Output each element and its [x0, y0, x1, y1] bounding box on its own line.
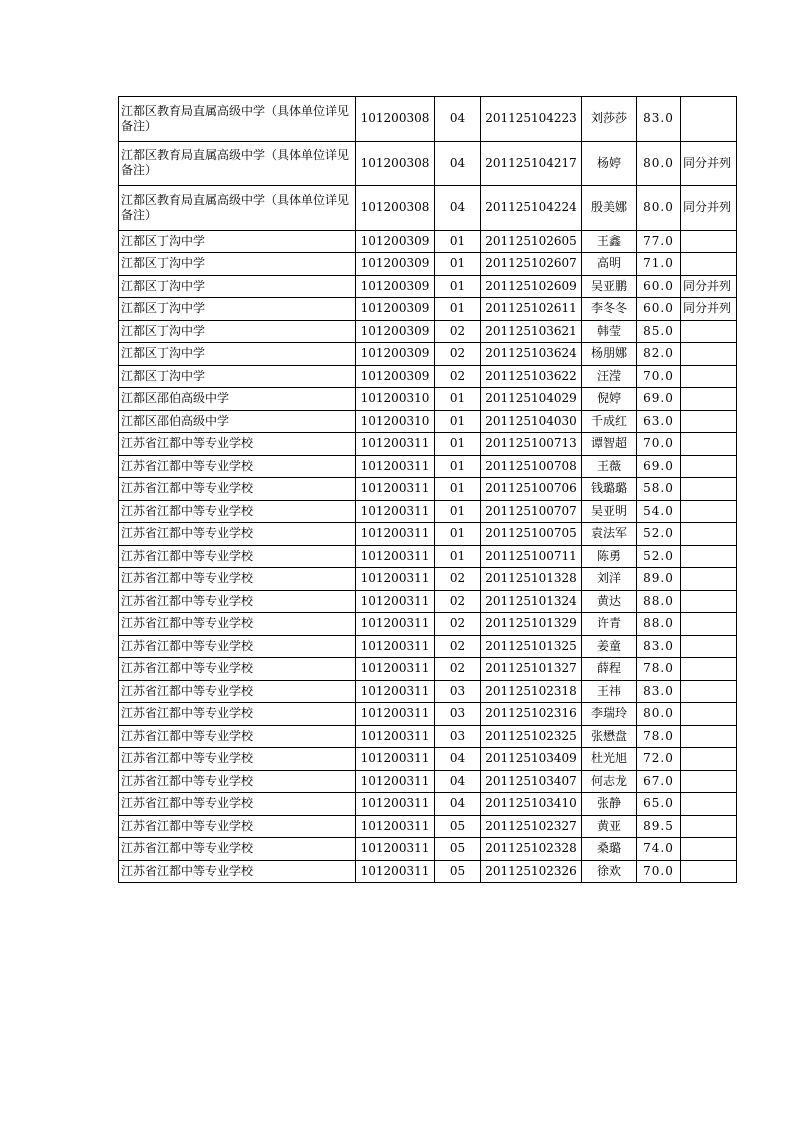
table-row [119, 275, 737, 298]
score-cell: 83.0 [637, 680, 681, 703]
position-code-cell: 101200311 [356, 478, 435, 501]
score-cell: 80.0 [637, 141, 681, 186]
unit-name-cell: 江都区邵伯高级中学 [119, 388, 356, 411]
position-code-cell: 101200311 [356, 523, 435, 546]
candidate-name-cell: 姜童 [582, 635, 637, 658]
candidate-name-cell: 汪滢 [582, 365, 637, 388]
table-row [119, 388, 737, 411]
score-cell: 60.0 [637, 298, 681, 321]
remark-cell [681, 748, 737, 771]
position-number-cell: 01 [435, 388, 481, 411]
admission-ticket-cell: 201125101325 [481, 635, 582, 658]
table-row [119, 590, 737, 613]
candidate-name-cell: 钱璐璐 [582, 478, 637, 501]
table-row [119, 793, 737, 816]
table-row [119, 410, 737, 433]
position-number-cell: 02 [435, 590, 481, 613]
score-cell: 54.0 [637, 500, 681, 523]
admission-ticket-cell: 201125104223 [481, 97, 582, 142]
admission-ticket-cell: 201125102609 [481, 275, 582, 298]
results-table [118, 96, 737, 883]
remark-cell [681, 478, 737, 501]
remark-cell: 同分并列 [681, 275, 737, 298]
admission-ticket-cell: 201125100707 [481, 500, 582, 523]
table-row [119, 658, 737, 681]
candidate-name-cell: 韩莹 [582, 320, 637, 343]
score-cell: 74.0 [637, 838, 681, 861]
candidate-name-cell: 刘莎莎 [582, 97, 637, 142]
position-code-cell: 101200310 [356, 388, 435, 411]
table-row [119, 343, 737, 366]
results-table-body [119, 97, 737, 883]
table-row [119, 635, 737, 658]
position-code-cell: 101200309 [356, 365, 435, 388]
score-cell: 72.0 [637, 748, 681, 771]
table-row [119, 860, 737, 883]
candidate-name-cell: 杜光旭 [582, 748, 637, 771]
score-cell: 71.0 [637, 253, 681, 276]
remark-cell [681, 635, 737, 658]
admission-ticket-cell: 201125102318 [481, 680, 582, 703]
position-code-cell: 101200311 [356, 838, 435, 861]
unit-name-cell: 江都区教育局直属高级中学（具体单位详见备注） [119, 97, 356, 142]
position-code-cell: 101200311 [356, 793, 435, 816]
position-number-cell: 05 [435, 815, 481, 838]
position-code-cell: 101200311 [356, 613, 435, 636]
position-code-cell: 101200309 [356, 253, 435, 276]
admission-ticket-cell: 201125100705 [481, 523, 582, 546]
score-cell: 58.0 [637, 478, 681, 501]
admission-ticket-cell: 201125100711 [481, 545, 582, 568]
table-row [119, 703, 737, 726]
position-code-cell: 101200311 [356, 703, 435, 726]
candidate-name-cell: 吴亚鹏 [582, 275, 637, 298]
position-number-cell: 01 [435, 230, 481, 253]
score-cell: 88.0 [637, 590, 681, 613]
remark-cell [681, 410, 737, 433]
unit-name-cell: 江都区丁沟中学 [119, 320, 356, 343]
candidate-name-cell: 谭智超 [582, 433, 637, 456]
position-code-cell: 101200311 [356, 748, 435, 771]
position-code-cell: 101200309 [356, 320, 435, 343]
position-number-cell: 01 [435, 545, 481, 568]
admission-ticket-cell: 201125103621 [481, 320, 582, 343]
score-cell: 69.0 [637, 388, 681, 411]
admission-ticket-cell: 201125102316 [481, 703, 582, 726]
candidate-name-cell: 杨朋娜 [582, 343, 637, 366]
position-code-cell: 101200309 [356, 275, 435, 298]
remark-cell [681, 230, 737, 253]
table-row [119, 455, 737, 478]
unit-name-cell: 江苏省江都中等专业学校 [119, 860, 356, 883]
score-cell: 88.0 [637, 613, 681, 636]
admission-ticket-cell: 201125101328 [481, 568, 582, 591]
admission-ticket-cell: 201125104224 [481, 186, 582, 231]
score-cell: 52.0 [637, 523, 681, 546]
candidate-name-cell: 千成红 [582, 410, 637, 433]
remark-cell [681, 703, 737, 726]
position-code-cell: 101200311 [356, 433, 435, 456]
unit-name-cell: 江都区丁沟中学 [119, 298, 356, 321]
unit-name-cell: 江苏省江都中等专业学校 [119, 838, 356, 861]
unit-name-cell: 江都区丁沟中学 [119, 343, 356, 366]
table-row [119, 545, 737, 568]
position-code-cell: 101200311 [356, 815, 435, 838]
admission-ticket-cell: 201125101329 [481, 613, 582, 636]
position-number-cell: 01 [435, 253, 481, 276]
position-code-cell: 101200308 [356, 141, 435, 186]
score-cell: 85.0 [637, 320, 681, 343]
position-code-cell: 101200311 [356, 658, 435, 681]
candidate-name-cell: 王薇 [582, 455, 637, 478]
table-row [119, 298, 737, 321]
position-number-cell: 02 [435, 343, 481, 366]
position-code-cell: 101200311 [356, 568, 435, 591]
unit-name-cell: 江苏省江都中等专业学校 [119, 478, 356, 501]
admission-ticket-cell: 201125102328 [481, 838, 582, 861]
position-number-cell: 01 [435, 523, 481, 546]
position-number-cell: 02 [435, 658, 481, 681]
score-cell: 52.0 [637, 545, 681, 568]
score-cell: 83.0 [637, 97, 681, 142]
unit-name-cell: 江苏省江都中等专业学校 [119, 545, 356, 568]
admission-ticket-cell: 201125101324 [481, 590, 582, 613]
table-row [119, 141, 737, 186]
candidate-name-cell: 黄亚 [582, 815, 637, 838]
unit-name-cell: 江苏省江都中等专业学校 [119, 635, 356, 658]
candidate-name-cell: 刘洋 [582, 568, 637, 591]
score-cell: 78.0 [637, 725, 681, 748]
score-cell: 89.5 [637, 815, 681, 838]
remark-cell [681, 658, 737, 681]
position-number-cell: 02 [435, 568, 481, 591]
table-row [119, 320, 737, 343]
candidate-name-cell: 李瑞玲 [582, 703, 637, 726]
position-number-cell: 02 [435, 320, 481, 343]
candidate-name-cell: 薛程 [582, 658, 637, 681]
position-code-cell: 101200309 [356, 298, 435, 321]
unit-name-cell: 江都区丁沟中学 [119, 253, 356, 276]
unit-name-cell: 江苏省江都中等专业学校 [119, 590, 356, 613]
admission-ticket-cell: 201125102611 [481, 298, 582, 321]
admission-ticket-cell: 201125104217 [481, 141, 582, 186]
admission-ticket-cell: 201125102607 [481, 253, 582, 276]
score-cell: 70.0 [637, 433, 681, 456]
candidate-name-cell: 桑璐 [582, 838, 637, 861]
position-code-cell: 101200309 [356, 343, 435, 366]
position-number-cell: 01 [435, 298, 481, 321]
unit-name-cell: 江苏省江都中等专业学校 [119, 500, 356, 523]
position-code-cell: 101200311 [356, 680, 435, 703]
admission-ticket-cell: 201125100713 [481, 433, 582, 456]
remark-cell [681, 680, 737, 703]
position-number-cell: 04 [435, 97, 481, 142]
admission-ticket-cell: 201125103622 [481, 365, 582, 388]
unit-name-cell: 江都区教育局直属高级中学（具体单位详见备注） [119, 186, 356, 231]
score-cell: 70.0 [637, 365, 681, 388]
candidate-name-cell: 张静 [582, 793, 637, 816]
position-number-cell: 01 [435, 275, 481, 298]
unit-name-cell: 江苏省江都中等专业学校 [119, 793, 356, 816]
table-row [119, 365, 737, 388]
remark-cell [681, 793, 737, 816]
remark-cell [681, 838, 737, 861]
admission-ticket-cell: 201125104029 [481, 388, 582, 411]
candidate-name-cell: 许青 [582, 613, 637, 636]
unit-name-cell: 江苏省江都中等专业学校 [119, 613, 356, 636]
unit-name-cell: 江都区教育局直属高级中学（具体单位详见备注） [119, 141, 356, 186]
position-number-cell: 03 [435, 703, 481, 726]
table-row [119, 770, 737, 793]
table-row [119, 253, 737, 276]
remark-cell [681, 725, 737, 748]
candidate-name-cell: 袁法军 [582, 523, 637, 546]
remark-cell [681, 770, 737, 793]
unit-name-cell: 江都区丁沟中学 [119, 275, 356, 298]
position-number-cell: 04 [435, 770, 481, 793]
table-row [119, 815, 737, 838]
score-cell: 69.0 [637, 455, 681, 478]
candidate-name-cell: 高明 [582, 253, 637, 276]
candidate-name-cell: 倪婷 [582, 388, 637, 411]
table-row [119, 568, 737, 591]
position-code-cell: 101200308 [356, 186, 435, 231]
unit-name-cell: 江苏省江都中等专业学校 [119, 523, 356, 546]
admission-ticket-cell: 201125102327 [481, 815, 582, 838]
remark-cell [681, 500, 737, 523]
position-code-cell: 101200311 [356, 770, 435, 793]
table-row [119, 433, 737, 456]
remark-cell [681, 97, 737, 142]
candidate-name-cell: 李冬冬 [582, 298, 637, 321]
position-code-cell: 101200311 [356, 455, 435, 478]
candidate-name-cell: 陈勇 [582, 545, 637, 568]
unit-name-cell: 江都区丁沟中学 [119, 365, 356, 388]
position-number-cell: 05 [435, 860, 481, 883]
table-row [119, 97, 737, 142]
unit-name-cell: 江苏省江都中等专业学校 [119, 703, 356, 726]
position-number-cell: 01 [435, 500, 481, 523]
candidate-name-cell: 何志龙 [582, 770, 637, 793]
table-row [119, 230, 737, 253]
remark-cell [681, 568, 737, 591]
remark-cell: 同分并列 [681, 298, 737, 321]
admission-ticket-cell: 201125102605 [481, 230, 582, 253]
remark-cell [681, 590, 737, 613]
admission-ticket-cell: 201125100706 [481, 478, 582, 501]
remark-cell [681, 523, 737, 546]
position-number-cell: 01 [435, 455, 481, 478]
position-code-cell: 101200311 [356, 860, 435, 883]
score-cell: 83.0 [637, 635, 681, 658]
position-code-cell: 101200311 [356, 635, 435, 658]
score-cell: 89.0 [637, 568, 681, 591]
remark-cell [681, 613, 737, 636]
remark-cell [681, 343, 737, 366]
unit-name-cell: 江苏省江都中等专业学校 [119, 748, 356, 771]
score-cell: 82.0 [637, 343, 681, 366]
table-row [119, 500, 737, 523]
admission-ticket-cell: 201125100708 [481, 455, 582, 478]
position-number-cell: 04 [435, 793, 481, 816]
remark-cell: 同分并列 [681, 141, 737, 186]
admission-ticket-cell: 201125103407 [481, 770, 582, 793]
admission-ticket-cell: 201125103410 [481, 793, 582, 816]
table-row [119, 186, 737, 231]
admission-ticket-cell: 201125103624 [481, 343, 582, 366]
position-code-cell: 101200308 [356, 97, 435, 142]
candidate-name-cell: 张懋盘 [582, 725, 637, 748]
position-number-cell: 04 [435, 748, 481, 771]
remark-cell: 同分并列 [681, 186, 737, 231]
unit-name-cell: 江苏省江都中等专业学校 [119, 568, 356, 591]
remark-cell [681, 365, 737, 388]
admission-ticket-cell: 201125101327 [481, 658, 582, 681]
remark-cell [681, 860, 737, 883]
remark-cell [681, 815, 737, 838]
position-number-cell: 01 [435, 410, 481, 433]
admission-ticket-cell: 201125104030 [481, 410, 582, 433]
admission-ticket-cell: 201125103409 [481, 748, 582, 771]
position-number-cell: 04 [435, 141, 481, 186]
table-row [119, 613, 737, 636]
score-cell: 78.0 [637, 658, 681, 681]
position-number-cell: 02 [435, 635, 481, 658]
candidate-name-cell: 王鑫 [582, 230, 637, 253]
position-code-cell: 101200311 [356, 545, 435, 568]
position-number-cell: 03 [435, 680, 481, 703]
unit-name-cell: 江都区邵伯高级中学 [119, 410, 356, 433]
candidate-name-cell: 吴亚明 [582, 500, 637, 523]
position-number-cell: 02 [435, 365, 481, 388]
table-row [119, 680, 737, 703]
position-code-cell: 101200311 [356, 590, 435, 613]
unit-name-cell: 江苏省江都中等专业学校 [119, 770, 356, 793]
table-row [119, 478, 737, 501]
remark-cell [681, 455, 737, 478]
remark-cell [681, 320, 737, 343]
unit-name-cell: 江苏省江都中等专业学校 [119, 725, 356, 748]
candidate-name-cell: 徐欢 [582, 860, 637, 883]
unit-name-cell: 江苏省江都中等专业学校 [119, 433, 356, 456]
admission-ticket-cell: 201125102326 [481, 860, 582, 883]
position-number-cell: 03 [435, 725, 481, 748]
remark-cell [681, 545, 737, 568]
position-number-cell: 05 [435, 838, 481, 861]
position-code-cell: 101200311 [356, 500, 435, 523]
score-cell: 70.0 [637, 860, 681, 883]
position-code-cell: 101200309 [356, 230, 435, 253]
unit-name-cell: 江苏省江都中等专业学校 [119, 680, 356, 703]
remark-cell [681, 388, 737, 411]
remark-cell [681, 433, 737, 456]
score-cell: 67.0 [637, 770, 681, 793]
position-number-cell: 01 [435, 433, 481, 456]
score-cell: 80.0 [637, 703, 681, 726]
admission-ticket-cell: 201125102325 [481, 725, 582, 748]
position-number-cell: 02 [435, 613, 481, 636]
table-row [119, 523, 737, 546]
table-row [119, 725, 737, 748]
unit-name-cell: 江苏省江都中等专业学校 [119, 658, 356, 681]
unit-name-cell: 江苏省江都中等专业学校 [119, 815, 356, 838]
score-cell: 60.0 [637, 275, 681, 298]
score-cell: 65.0 [637, 793, 681, 816]
position-number-cell: 04 [435, 186, 481, 231]
score-cell: 80.0 [637, 186, 681, 231]
candidate-name-cell: 殷美娜 [582, 186, 637, 231]
unit-name-cell: 江都区丁沟中学 [119, 230, 356, 253]
position-code-cell: 101200310 [356, 410, 435, 433]
position-number-cell: 01 [435, 478, 481, 501]
score-cell: 77.0 [637, 230, 681, 253]
score-cell: 63.0 [637, 410, 681, 433]
candidate-name-cell: 王祎 [582, 680, 637, 703]
table-row [119, 748, 737, 771]
table-row [119, 838, 737, 861]
unit-name-cell: 江苏省江都中等专业学校 [119, 455, 356, 478]
position-code-cell: 101200311 [356, 725, 435, 748]
remark-cell [681, 253, 737, 276]
candidate-name-cell: 黄达 [582, 590, 637, 613]
candidate-name-cell: 杨婷 [582, 141, 637, 186]
